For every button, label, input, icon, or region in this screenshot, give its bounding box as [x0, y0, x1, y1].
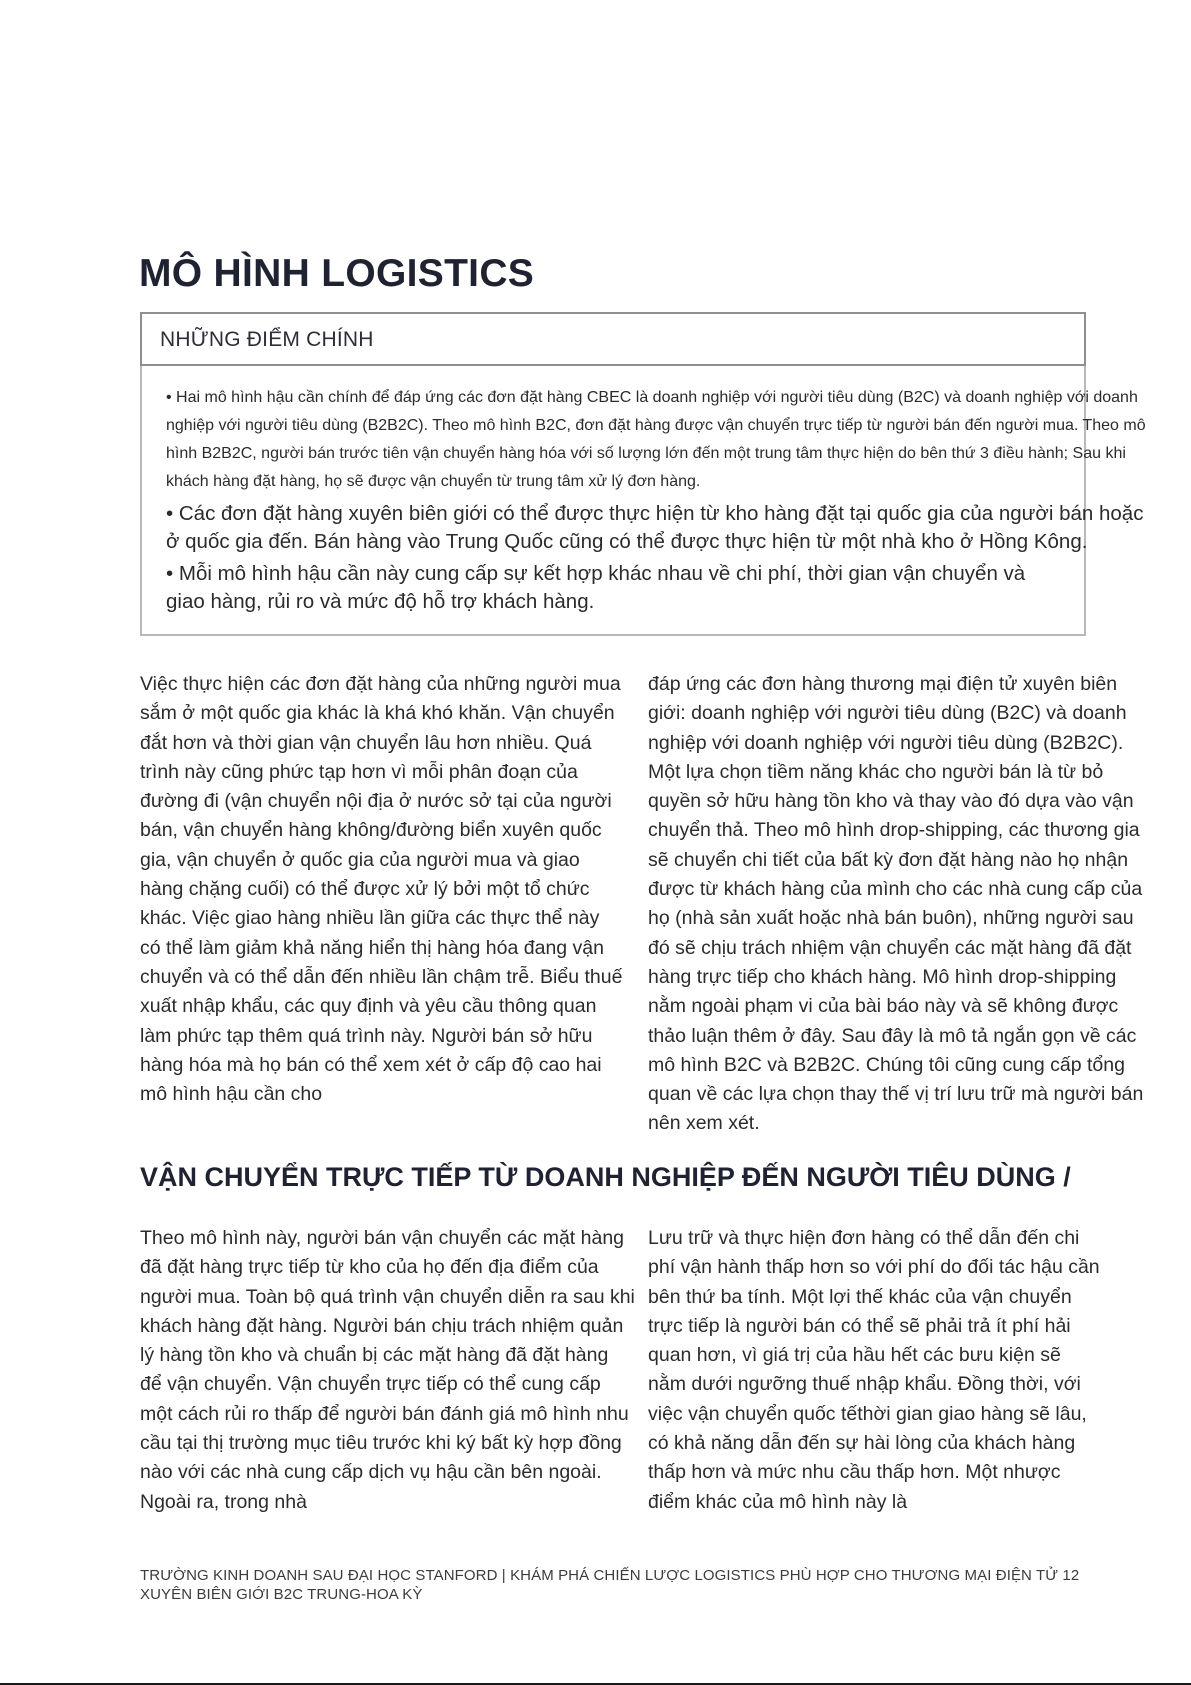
key-points-box	[140, 312, 1146, 636]
section-heading: VẬN CHUYỂN TRỰC TIẾP TỪ DOANH NGHIỆP ĐẾN NGƯỜI TIÊU DÙNG /	[140, 1162, 1071, 1192]
key-point-item: • Các đơn đặt hàng xuyên biên giới có thể được thực hiện từ kho hàng đặt tại quốc gia của người bán hoặc ở quốc gia đến. Bán hàng vào Trung Quốc cũng có thể được thực hiện từ một nhà kho ở Hồng Kông.	[166, 502, 1144, 553]
key-point-item: • Hai mô hình hậu cần chính để đáp ứng các đơn đặt hàng CBEC là doanh nghiệp với người tiêu dùng (B2C) và doanh nghiệp với doanh nghiệp với người tiêu dùng (B2B2C). Theo mô hình B2C, đơn đặt hàng được vận chuyển trực tiếp từ người bán đến người mua. Theo mô hình B2B2C, người bán trước tiên vận chuyển hàng hóa với số lượng lớn đến một trung tâm thực hiện do bên thứ 3 điều hành; Sau khi khách hàng đặt hàng, họ sẽ được vận chuyển từ trung tâm xử lý đơn hàng.	[166, 389, 1146, 490]
section1-right-column: đáp ứng các đơn hàng thương mại điện tử xuyên biên giới: doanh nghiệp với người tiêu dùng (B2C) và doanh nghiệp với doanh nghiệp với người tiêu dùng (B2B2C). Một lựa chọn tiềm năng khác cho người bán là từ bỏ quyền sở hữu hàng tồn kho và thay vào đó dựa vào vận chuyển thả. Theo mô hình drop-shipping, các thương gia sẽ chuyển chi tiết của bất kỳ đơn đặt hàng nào họ nhận được từ khách hàng của mình cho các nhà cung cấp của họ (nhà sản xuất hoặc nhà bán buôn), những người sau đó sẽ chịu trách nhiệm vận chuyển các mặt hàng đã đặt hàng trực tiếp cho khách hàng. Mô hình drop-shipping nằm ngoài phạm vi của bài báo này và sẽ không được thảo luận thêm ở đây. Sau đây là mô tả ngắn gọn về các mô hình B2C và B2B2C. Chúng tôi cũng cung cấp tổng quan về các lựa chọn thay thế vị trí lưu trữ mà người bán nên xem xét.	[648, 673, 1144, 1135]
section2-left-column: Theo mô hình này, người bán vận chuyển các mặt hàng đã đặt hàng trực tiếp từ kho của họ đến địa điểm của người mua. Toàn bộ quá trình vận chuyển diễn ra sau khi khách hàng đặt hàng. Người bán chịu trách nhiệm quản lý hàng tồn kho và chuẩn bị các mặt hàng đã đặt hàng để vận chuyển. Vận chuyển trực tiếp có thể cung cấp một cách rủi ro thấp để người bán đánh giá mô hình nhu cầu tại thị trường mục tiêu trước khi ký bất kỳ hợp đồng nào với các nhà cung cấp dịch vụ hậu cần bên ngoài. Ngoài ra, trong nhà	[140, 1227, 635, 1513]
section2-right-column: Lưu trữ và thực hiện đơn hàng có thể dẫn đến chi phí vận hành thấp hơn so với phí do đối tác hậu cần bên thứ ba tính. Một lợi thế khác của vận chuyển trực tiếp là người bán có thể sẽ phải trả ít phí hải quan hơn, vì giá trị của hầu hết các bưu kiện sẽ nằm dưới ngưỡng thuế nhập khẩu. Đồng thời, với việc vận chuyển quốc tếthời gian giao hàng sẽ lâu, có khả năng dẫn đến sự hài lòng của khách hàng thấp hơn và mức nhu cầu thấp hơn. Một nhược điểm khác của mô hình này là	[648, 1227, 1100, 1513]
key-points-header	[140, 312, 1086, 366]
page-title: MÔ HÌNH LOGISTICS	[139, 252, 535, 295]
section1-left-column: Việc thực hiện các đơn đặt hàng của những người mua sắm ở một quốc gia khác là khá khó khăn. Vận chuyển đắt hơn và thời gian vận chuyển lâu hơn nhiều. Quá trình này cũng phức tạp hơn vì mỗi phân đoạn của đường đi (vận chuyển nội địa ở nước sở tại của người bán, vận chuyển hàng không/đường biển xuyên quốc gia, vận chuyển ở quốc gia của người mua và giao hàng chặng cuối) có thể được xử lý bởi một tổ chức khác. Việc giao hàng nhiều lần giữa các thực thể này có thể làm giảm khả năng hiển thị hàng hóa đang vận chuyển và có thể dẫn đến nhiều lần chậm trễ. Biểu thuế xuất nhập khẩu, các quy định và yêu cầu thông quan làm phức tạp thêm quá trình này. Người bán sở hữu hàng hóa mà họ bán có thể xem xét ở cấp độ cao hai mô hình hậu cần cho	[140, 673, 623, 1106]
page-footer: TRƯỜNG KINH DOANH SAU ĐẠI HỌC STANFORD | KHÁM PHÁ CHIẾN LƯỢC LOGISTICS PHÙ HỢP CHO THƯƠNG MẠI ĐIỆN TỬ 12 XUYÊN BIÊN GIỚI B2C TRUNG-HOA KỲ	[140, 1567, 1080, 1603]
key-points-header-label: NHỮNG ĐIỂM CHÍNH	[160, 328, 374, 351]
key-point-item: • Mỗi mô hình hậu cần này cung cấp sự kết hợp khác nhau về chi phí, thời gian vận chuyển và giao hàng, rủi ro và mức độ hỗ trợ khách hàng.	[166, 562, 1026, 613]
